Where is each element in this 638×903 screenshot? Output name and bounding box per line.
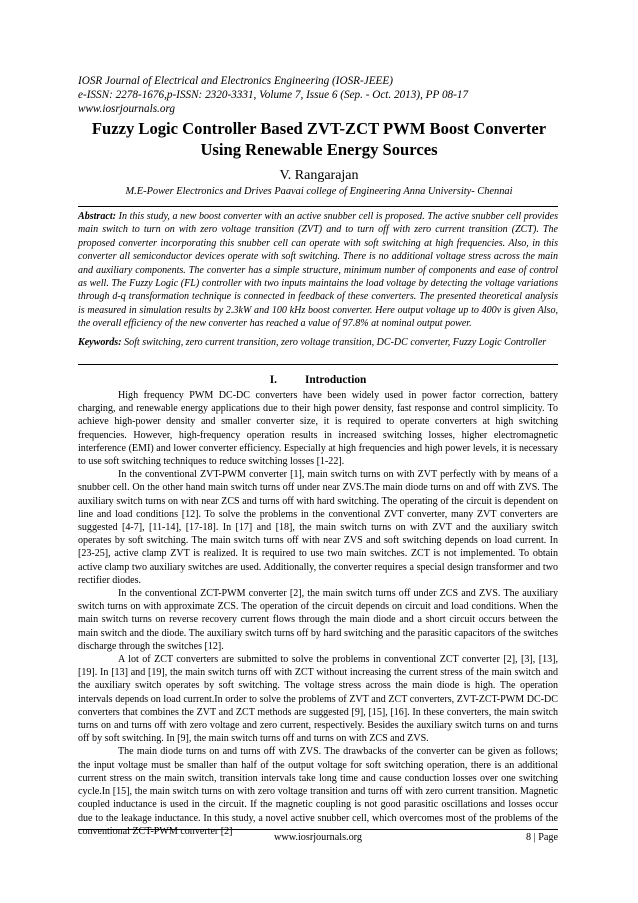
title-line-2: Using Renewable Energy Sources [200,140,438,159]
body-text [78,389,558,838]
paragraph: In the conventional ZVT-PWM converter [1], main switch turns on with ZVT perfectly with by means of a snubber cell. On the other hand main switch turns off under near ZVS.The main diode turns on and off with ZVS. The auxiliary switch turns on with near ZCS and turns off with hard switching. The operating of the circuit is dependent on line and load conditions [12]. To solve the problems in the conventional ZVT converter, many ZVT converters are suggested [4-7], [11-14], [17-18]. In [17] and [18], the main switch turns on with ZVT and the auxiliary switch operates by soft switching. The main switch turns off with near ZVS and soft switching depends on load current. In [23-25], active clamp ZVT is realized. It is required to use two main switches. ZCT is not implemented. To obtain active clamp two auxiliary switches are used. Additionally, the converter requires a special design transformer and two rectifier diodes. [78,469,558,586]
journal-url: www.iosrjournals.org [78,103,175,115]
journal-issn: e-ISSN: 2278-1676,p-ISSN: 2320-3331, Volume 7, Issue 6 (Sep. - Oct. 2013), PP 08-17 [78,89,469,101]
paragraph: In the conventional ZCT-PWM converter [2], the main switch turns off under ZCS and ZVS. The auxiliary switch turns on with approximate ZCS. The operation of the circuit depends on circuit and load conditions. When the main switch turns on reverse recovery current flows through the main diode and a short circuit occurs between the main switch and the diode. The auxiliary switch turns off by hard switching and the parasitic capacitors of the switches discharge through the switches [12]. [78,588,558,652]
footer-url[interactable]: www.iosrjournals.org [273,832,362,843]
title-line-1: Fuzzy Logic Controller Based ZVT-ZCT PWM Boost Converter [91,119,547,138]
keywords [78,336,558,349]
abstract-label: Abstract: [78,211,116,222]
journal-header [78,74,558,116]
keywords-bottom-rule [78,364,558,365]
page-number: 8 | Page [525,832,558,843]
section-number: I. [269,374,277,386]
keywords-label: Keywords: [78,337,122,348]
paper-title [60,118,578,160]
paragraph: A lot of ZCT converters are submitted to solve the problems in conventional ZCT converter [2], [3], [13], [19]. In [13] and [19], the main switch turns off with ZCT without increasing the current stress of the main switch and the auxiliary switch operates by soft switching. The voltage stress across the main diode is high. The operation intervals depends on load current.In order to solve the problems of ZVT and ZCT converters, ZVT-ZCT-PWM DC-DC converters that combines the ZVT and ZCT methods are suggested [9], [15], [16]. In these converters, the main switch turns on and turns off with zero voltage and zero current, respectively. Besides the auxiliary switch turns on and turns off by soft switching. In [9], the main switch turns off and turns on with ZCS and ZVS. [78,654,558,745]
journal-name: IOSR Journal of Electrical and Electronics Engineering (IOSR-JEEE) [78,75,393,87]
author-affiliation: M.E-Power Electronics and Drives Paavai college of Engineering Anna University- Chennai [125,186,513,197]
footer-rule [78,829,558,830]
abstract [78,210,558,331]
abstract-text: In this study, a new boost converter with an active snubber cell is proposed. The active snubber cell provides main switch to turn on with zero voltage transition (ZVT) and to turn off with zero current transition (ZCT). The proposed converter incorporating this snubber cell can operate with soft switching at high frequencies. Also, in this converter all semiconductor devices operate with soft switching. There is no additional voltage stress across the main and auxiliary components. The converter has a simple structure, minimum number of components and ease of control as well. The Fuzzy Logic (FL) controller with two inputs maintains the load voltage by detecting the voltage variations through d-q transformation technique is connected in feedback of these converters. The presented theoretical analysis is measured in simulation results by 2.3kW and 100 kHz boost converter. Here output voltage up to 400v is given Also, the overall efficiency of the new converter has reached a value of 97.8% at nominal output power. [78,211,559,330]
paragraph: The main diode turns on and turns off with ZVS. The drawbacks of the converter can be given as follows; the input voltage must be smaller than half of the output voltage for soft switching operation, there is an additional current stress on the main switch, transition intervals take long time and cause conduction losses over one switching cycle.In [15], the main switch turns on with zero voltage transition and turns off with zero current transition. Magnetic coupled inductance is used in the circuit. If the magnetic coupling is not good parasitic oscillations and losses occur due to the leakage inductance. In this study, a novel active snubber cell, which overcomes most of the problems of the conventional ZCT-PWM converter [2] [78,746,558,837]
page-footer [78,831,558,845]
section-title: Introduction [304,374,367,386]
paragraph: High frequency PWM DC-DC converters have been widely used in power factor correction, battery charging, and renewable energy applications due to their high power density, fast response and control simplicity. To achieve high-power density and smaller converter size, it is required to operate converters at high switching frequencies. However, high-frequency operation results in increased switching losses, higher electromagnetic interference (EMI) and lower converter efficiency. Especially at high frequencies and high power levels, it is necessary to use soft switching techniques to reduce switching losses [1-22]. [78,390,558,468]
author-name: V. Rangarajan [279,168,359,183]
keywords-text: Soft switching, zero current transition, zero voltage transition, DC-DC converter, Fuzzy Logic Controller [124,337,547,348]
abstract-top-rule [78,206,558,207]
section-heading [78,373,558,387]
